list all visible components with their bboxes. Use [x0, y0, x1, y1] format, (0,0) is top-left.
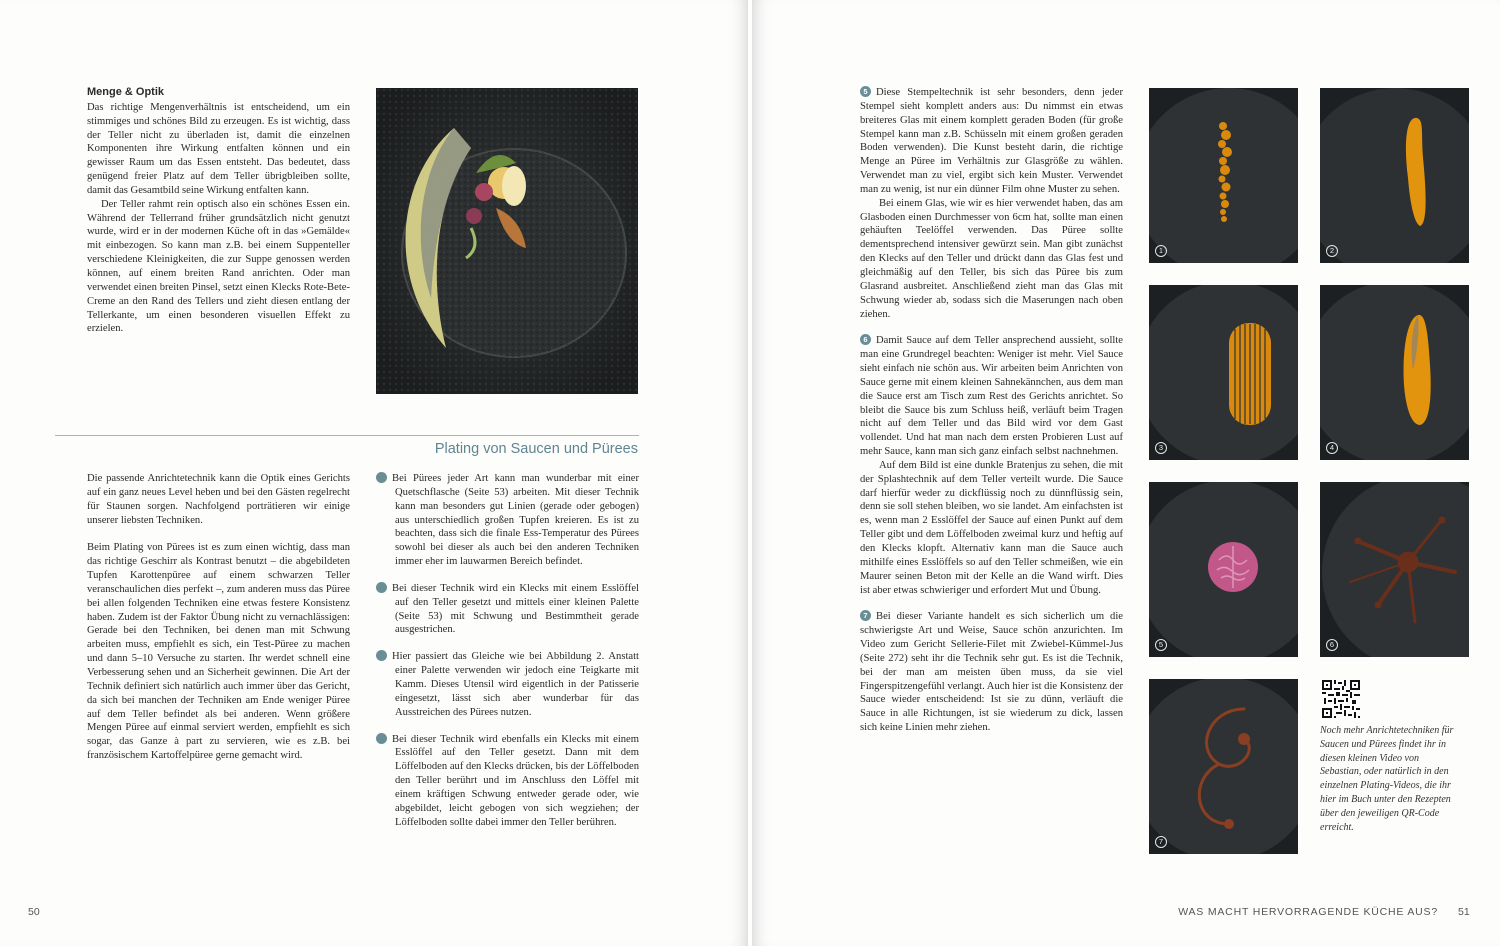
step-number-badge: 5 [860, 86, 871, 97]
step-number-badge: 6 [860, 334, 871, 345]
step-text: Hier passiert das Gleiche wie bei Abbildung 2. Anstatt einer Palette verwenden wir jedoch eine Teigkarte mit Kamm. Dieses Utensil wird eigentlich in der Patisserie eingesetzt, lässt sich aber wunderbar für das Ausstreichen des Pürees nutzen. [392, 651, 639, 718]
step-item [369, 582, 639, 637]
step-number-badge: 3 [376, 650, 387, 661]
step-text: Auf dem Bild ist eine dunkle Bratenjus zu sehen, die mit der Splashtechnik auf dem Teller verteilt wurde. Die Sauce darf hierfür weder zu dickflüssig noch zu dünnflüssig sein, denn sie soll stehen bleiben, wo sie landet. Am einfachsten ist es, wenn man 2 Esslöffel der Sauce auf einen Punkt auf dem Teller gibt und dem Löffelboden zweimal kurz und heftig auf den Klecks klopft. Alternativ kann man die Sauce auch mithilfe eines Esslöffels so auf den Teller schmeißen, wie ein Maurer seinen Beton mit der Kelle an die Wand wirft. Dies ist aber etwas schwieriger und erfordert Mut und Übung. [860, 459, 1123, 596]
step-item [369, 472, 639, 569]
intro-text [87, 472, 350, 763]
step-item [860, 86, 1123, 321]
steps-list-left [369, 472, 639, 842]
photo-number-badge: 6 [1326, 639, 1338, 651]
plating-photo-2 [1320, 88, 1469, 263]
step-text: Bei dieser Technik wird ein Klecks mit einem Esslöffel auf den Teller gesetzt und mittels einer kleinen Palette (Seite 53) mit Schwung und Bestimmtheit gerade ausgestrichen. [392, 582, 639, 636]
plating-photo-3 [1149, 285, 1298, 460]
step-item [369, 650, 639, 719]
step-text: Bei einem Glas, wie wir es hier verwendet haben, das am Glasboden einen Durchmesser von 6cm hat, sollte man einen gehäuften Teelöffel verwenden. Das Püree sollte dementsprechend intensiver gewürzt sein. Man gibt zunächst den Klecks auf den Teller und drückt dann das Glas fest und gleichmäßig auf den Teller, bis sich das Püree bis zum Glasrand ausbreitet. Anschließend zieht man das Glas mit Schwung wieder ab, sodass sich die Maserungen nach oben ziehen. [860, 197, 1123, 320]
paragraph: Beim Plating von Pürees ist es zum einen wichtig, dass man das richtige Geschirr als Kontrast benutzt – die abgebildeten Tupfen Karottenpüree auf einem schwarzen Teller veranschaulichen dies perfekt –, zum anderen muss das Püree bei allen folgenden Techniken eine etwas festere Konsistenz haben. Zudem ist der Faktor Übung nicht zu vernachlässigen: Gerade bei den Techniken, bei denen man mit Schwung arbeiten muss, empfiehlt es sich, ein Test-Püree zu machen und dann 5–10 Versuche zu starten. Ihr werdet schnell eine Verbesserung sehen und an Sicherheit gewinnen. Die Art der Technik definiert sich natürlich auch immer über das Gericht, da sich bei manchen der Techniken am Ende weniger Püree auf dem Teller befindet als bei anderen. Wenn größere Mengen Püree auf einmal serviert werden, empfiehlt es sich sogar, das Ganze à part zu servieren, wie es z.B. bei französischem Kartoffelpüree gerne gemacht wird. [87, 542, 350, 762]
paragraph: Der Teller rahmt rein optisch also ein schönes Essen ein. Während der Tellerrand früher grundsätzlich nicht genutzt wurde, wird er in der modernen Küche oft in das »Gemälde« mit einbezogen. So kann man z.B. bei einem Suppenteller verschiedene Kleinigkeiten, die zur Suppe genossen werden können, auf einem breiten Rand anrichten. Oder man verwendet einen breiten Pinsel, setzt einen Klecks Rote-Bete-Creme an den Rand des Tellers und zieht diesen entlang der Tellerkante, um einen besonderen visuellen Effekt zu erzielen. [87, 198, 350, 335]
plating-photo-4 [1320, 285, 1469, 460]
step-text: Bei Pürees jeder Art kann man wunderbar mit einer Quetschflasche (Seite 53) arbeiten. Mit dieser Technik kann man besonders gut Linien (gerade oder gebogen) aus unterschiedlich großen Tupfen kreieren. Es ist zu beachten, dass sich die finale Ess-Temperatur des Pürees sowohl bei dieser als auch bei den anderen Techniken immer eher im lauwarmen Bereich befindet. [392, 473, 639, 568]
section-heading: Menge & Optik [87, 86, 165, 98]
plating-photo-6 [1320, 482, 1469, 657]
plating-photo-7 [1149, 679, 1298, 854]
page-number-right: 51 [1458, 906, 1470, 918]
step-number-badge: 1 [376, 472, 387, 483]
plating-photo-5 [1149, 482, 1298, 657]
step-text: Damit Sauce auf dem Teller ansprechend aussieht, sollte man eine Grundregel beachten: Weniger ist mehr. Viel Sauce sieht einfach nie schön aus. Wir arbeiten beim Anrichten von Sauce gerne mit einem kleinen Sahnekännchen, aus dem man die Sauce erst am Tisch zum Rest des Gerichts anrichtet. So bleibt die Sauce bis zum Schluss heiß, verläuft beim Tragen nicht auf dem Teller und das Bild wird vor dem Gast vollendet. Und hat man nach dem ersten Probieren Lust auf mehr Sauce, kann man sich ganz einfach selbst nachnehmen. [860, 335, 1123, 458]
photo-number-badge: 1 [1155, 245, 1167, 257]
photo-number-badge: 4 [1326, 442, 1338, 454]
qr-code-icon[interactable] [1322, 680, 1360, 718]
menge-optik-section [87, 86, 350, 336]
section-title: Plating von Saucen und Pürees [434, 441, 638, 457]
photo-number-badge: 5 [1155, 639, 1167, 651]
left-page [0, 0, 748, 946]
paragraph: Die passende Anrichtetechnik kann die Optik eines Gerichts auf ein ganz neues Level heben und bei den Gästen regelrecht für Staunen sorgen. Nachfolgend porträtieren wir einige unserer liebsten Techniken. [87, 473, 350, 526]
running-head: WAS MACHT HERVORRAGENDE KÜCHE AUS? [1178, 906, 1438, 918]
step-item [860, 610, 1123, 735]
step-item [860, 334, 1123, 597]
dish-photo [376, 88, 638, 394]
step-item [369, 733, 639, 830]
section-divider [55, 435, 639, 436]
step-text: Bei dieser Variante handelt es sich sicherlich um die schwierigste Art und Weise, Sauce schön anzurichten. Im Video zum Gericht Sellerie-Filet mit Zwiebel-Kümmel-Jus (Seite 272) seht ihr die Technik sehr gut. Es ist die Technik, bei der man am meisten üben muss, da sie viel Fingerspitzengefühl verlangt. Auch hier ist die Konsistenz der Sauce wieder entscheidend: Ist sie zu dünn, verläuft die Sauce in alle Richtungen, ist sie wiederum zu dick, lassen sich keine Linien mehr ziehen. [860, 611, 1124, 734]
step-text: Bei dieser Technik wird ebenfalls ein Klecks mit einem Esslöffel auf den Teller gesetzt. Dann mit dem Löffelboden auf den Klecks drücken, bis der Löffelboden den Teller berührt und im Anschluss den Löffel mit einem kräftigen Schwung entweder gerade oder, wie abgebildet, leicht gebogen von sich wegziehen; der Löffelboden sollte dabei immer den Teller berühren. [392, 733, 639, 828]
steps-list-right [860, 86, 1123, 748]
page-number-left: 50 [28, 906, 40, 918]
step-number-badge: 4 [376, 733, 387, 744]
step-text: Diese Stempeltechnik ist sehr besonders, denn jeder Stempel sieht komplett anders aus: Du nimmst ein etwas breiteres Glas mit einem komplett geraden Boden (für große Stempel kann man z.B. Schüsseln mit einem großen geraden Boden verwenden). Die Kunst besteht darin, die richtige Menge an Püree im Verhältnis zur Glasgröße zu wählen. Verwendet man zu viel, ergibt sich kein Muster. Verwendet man zu wenig, ist nur ein dünner Film ohne Muster zu sehen. [860, 87, 1123, 195]
step-number-badge: 2 [376, 582, 387, 593]
right-page [752, 0, 1500, 946]
photo-number-badge: 2 [1326, 245, 1338, 257]
qr-caption: Noch mehr Anrichtetechniken für Saucen und Pürees findet ihr in diesen kleinen Video von Sebastian, oder natürlich in den einzelnen Plating-Videos, die ihr hier im Buch unter den Rezepten über den jeweiligen QR-Code erreicht. [1320, 725, 1454, 833]
paragraph: Das richtige Mengenverhältnis ist entscheidend, um ein stimmiges und schönes Bild zu erzeugen. Es ist wichtig, dass der Teller nicht zu überladen ist, damit die einzelnen Komponenten ihre Wirkung entfalten können und ein gewisser Raum um das Essen entsteht. Das bedeutet, dass genügend freier Platz auf dem Teller übrigbleiben sollte, damit das Gesamtbild seine Wirkung entfalten kann. [87, 101, 350, 196]
plating-photo-1 [1149, 88, 1298, 263]
photo-number-badge: 3 [1155, 442, 1167, 454]
photo-number-badge: 7 [1155, 836, 1167, 848]
step-number-badge: 7 [860, 610, 871, 621]
